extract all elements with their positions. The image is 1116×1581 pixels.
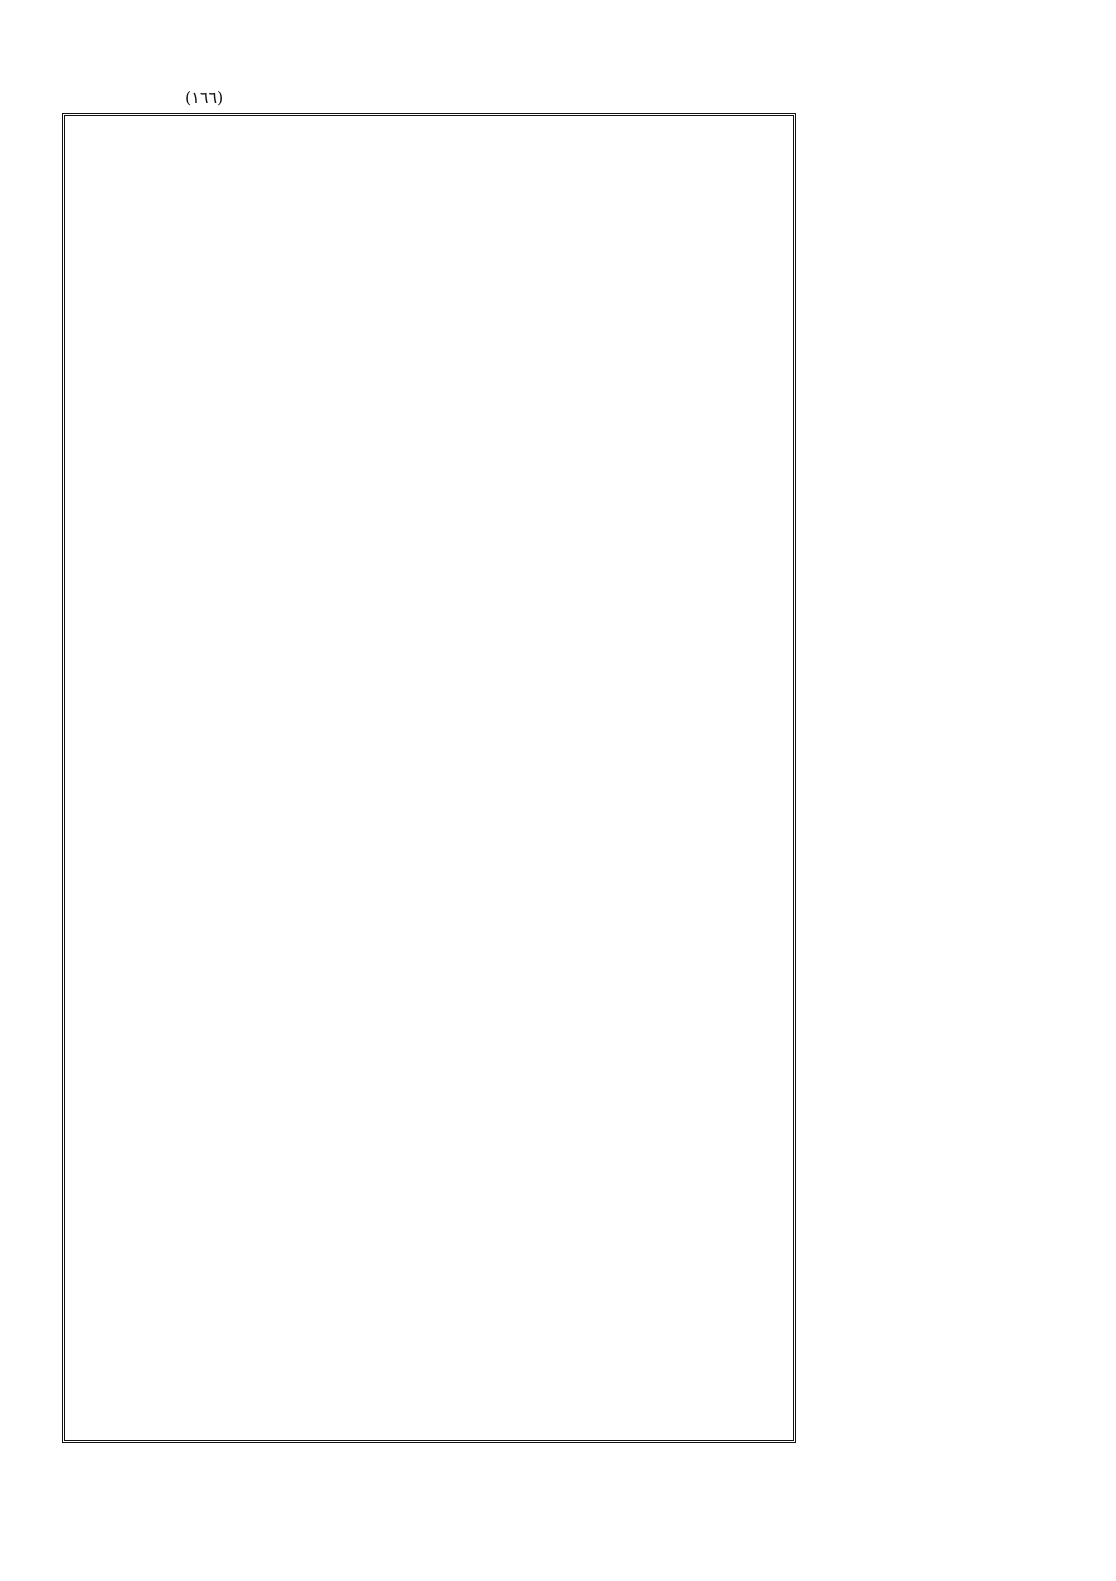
main-text-frame <box>62 113 796 1443</box>
page-number: (١٦٦) <box>185 88 224 107</box>
